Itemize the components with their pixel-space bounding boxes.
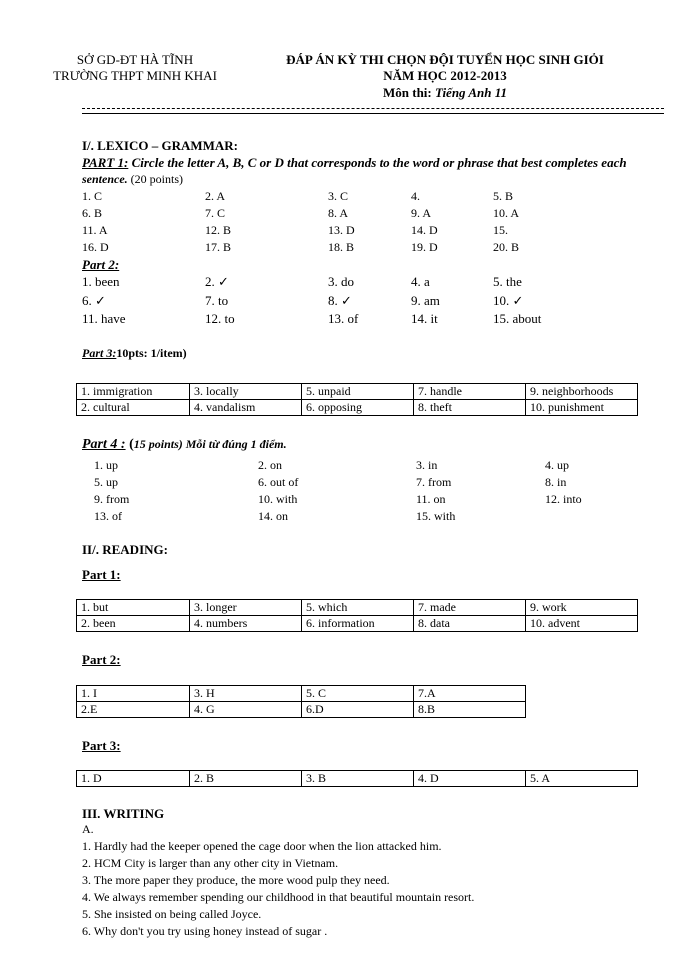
answer-item: 5. up — [94, 475, 118, 489]
part4-paren: ( — [125, 437, 134, 452]
table-row — [77, 600, 638, 616]
header-school: TRƯỜNG THPT MINH KHAI — [53, 68, 217, 83]
part1-instruction-text: Circle the letter A, B, C or D that corresponds to the word or phrase that best completes each — [128, 155, 627, 170]
answer-item: 10. A — [493, 206, 520, 220]
table-row — [77, 616, 638, 632]
header-year: NĂM HỌC 2012-2013 — [383, 68, 507, 83]
table-row — [77, 702, 526, 718]
writing-line: 4. We always remember spending our childhood in that beautiful mountain resort. — [82, 890, 475, 904]
table-cell: 9. work — [526, 600, 638, 616]
writing-line: 3. The more paper they produce, the more wood pulp they need. — [82, 873, 390, 887]
table-row — [77, 384, 638, 400]
answer-item: 4. up — [545, 458, 569, 472]
writing-line: 6. Why don't you try using honey instead of sugar . — [82, 924, 328, 938]
answer-item: 12. into — [545, 492, 582, 506]
answer-item: 3. do — [328, 274, 354, 289]
answer-item: 8. in — [545, 475, 567, 489]
writing-line: 5. She insisted on being called Joyce. — [82, 907, 262, 921]
table-row — [77, 686, 526, 702]
table-row — [77, 771, 638, 787]
table-cell: 4. vandalism — [190, 400, 302, 416]
part1-instruction-line2 — [82, 172, 183, 187]
answer-item: 15. with — [416, 509, 456, 523]
answer-item: 7. to — [205, 292, 229, 308]
answer-item: 15. — [493, 223, 508, 237]
answer-item: 15. about — [493, 311, 542, 326]
answer-item: 11. A — [82, 223, 108, 237]
answer-item: 6. out of — [258, 475, 299, 489]
part1-points: (20 points) — [127, 172, 183, 186]
table-cell: 1. immigration — [77, 384, 190, 400]
table-cell: 5. unpaid — [302, 384, 414, 400]
table-cell: 9. neighborhoods — [526, 384, 638, 400]
table-cell: 6.D — [302, 702, 414, 718]
answer-item: 1. up — [94, 458, 118, 472]
table-cell: 3. B — [302, 771, 414, 787]
table-cell: 7. handle — [414, 384, 526, 400]
answer-item: 7. C — [205, 206, 226, 220]
part1-instruction-text2: sentence. — [82, 172, 128, 186]
header-divider-dashed — [82, 108, 664, 109]
table-cell: 6. opposing — [302, 400, 414, 416]
table-cell: 2. been — [77, 616, 190, 632]
table-cell: 5. which — [302, 600, 414, 616]
part4-heading — [82, 437, 287, 453]
answer-item: 6. B — [82, 206, 103, 220]
answer-item: 2. on — [258, 458, 282, 472]
reading-part3-table — [76, 770, 638, 787]
section-lexico-title: I/. LEXICO – GRAMMAR: — [82, 138, 238, 153]
writing-sub-a: A. — [82, 822, 94, 836]
answer-item: 1. C — [82, 189, 103, 203]
reading-part3-label: Part 3: — [82, 738, 121, 753]
table-cell: 2.E — [77, 702, 190, 718]
subject-label: Môn thi: — [382, 85, 432, 100]
answer-item: 17. B — [205, 240, 232, 254]
part1-label: PART 1: — [82, 155, 129, 170]
answer-item: 9. am — [411, 292, 440, 308]
answer-item: 4. a — [411, 274, 430, 289]
answer-item: 12. to — [205, 311, 235, 326]
answer-item: 5. the — [493, 274, 522, 289]
answer-item: 14. it — [411, 311, 438, 326]
reading-part1-label: Part 1: — [82, 567, 121, 582]
answer-item: 2. A — [205, 189, 226, 203]
answer-item: 1. been — [82, 274, 120, 289]
answer-item: 10. with — [258, 492, 298, 506]
answer-item: 11. have — [82, 311, 126, 326]
answer-item: 9. from — [94, 492, 130, 506]
header-subject — [250, 85, 640, 101]
header-title: ĐÁP ÁN KỲ THI CHỌN ĐỘI TUYỂN HỌC SINH GIỎI — [286, 52, 604, 67]
table-cell: 4. G — [190, 702, 302, 718]
table-cell: 7.A — [414, 686, 526, 702]
table-cell: 6. information — [302, 616, 414, 632]
answer-item: 16. D — [82, 240, 109, 254]
answer-item: 7. from — [416, 475, 452, 489]
table-cell: 4. D — [414, 771, 526, 787]
table-cell: 2. cultural — [77, 400, 190, 416]
table-cell: 3. H — [190, 686, 302, 702]
table-cell: 10. advent — [526, 616, 638, 632]
part4-points: 15 points) Mỗi từ đúng 1 điểm. — [133, 437, 287, 451]
table-cell: 1. D — [77, 771, 190, 787]
answer-item: 6. ✓ — [82, 292, 106, 308]
table-cell: 2. B — [190, 771, 302, 787]
answer-item: 11. on — [416, 492, 446, 506]
part1-instruction — [82, 155, 627, 171]
answer-item: 19. D — [411, 240, 438, 254]
table-cell: 5. A — [526, 771, 638, 787]
subject-name: Tiếng Anh 11 — [434, 85, 507, 100]
answer-item: 14. on — [258, 509, 288, 523]
answer-item: 9. A — [411, 206, 432, 220]
answer-item: 8. A — [328, 206, 349, 220]
table-cell: 5. C — [302, 686, 414, 702]
table-cell: 7. made — [414, 600, 526, 616]
table-cell: 8. data — [414, 616, 526, 632]
section-writing-title: III. WRITING — [82, 806, 165, 821]
answer-item: 13. D — [328, 223, 355, 237]
answer-item: 10. ✓ — [493, 292, 524, 308]
part3-label: Part 3: — [82, 346, 117, 360]
part4-label: Part 4 : — [82, 437, 126, 452]
table-cell: 8.B — [414, 702, 526, 718]
writing-line: 2. HCM City is larger than any other city in Vietnam. — [82, 856, 339, 870]
part3-heading — [82, 346, 187, 361]
answer-item: 4. — [411, 189, 420, 203]
answer-item: 5. B — [493, 189, 514, 203]
part3-answer-table — [76, 383, 638, 416]
answer-item: 14. D — [411, 223, 438, 237]
table-cell: 4. numbers — [190, 616, 302, 632]
answer-item: 8. ✓ — [328, 292, 352, 308]
header-dept: SỞ GD-ĐT HÀ TĨNH — [76, 52, 194, 67]
answer-item: 3. in — [416, 458, 438, 472]
reading-part1-table — [76, 599, 638, 632]
writing-line: 1. Hardly had the keeper opened the cage door when the lion attacked him. — [82, 839, 442, 853]
table-cell: 3. longer — [190, 600, 302, 616]
table-cell: 3. locally — [190, 384, 302, 400]
section-reading-title: II/. READING: — [82, 542, 168, 557]
answer-item: 13. of — [328, 311, 359, 326]
answer-item: 2. ✓ — [205, 274, 229, 289]
table-cell: 8. theft — [414, 400, 526, 416]
table-cell: 10. punishment — [526, 400, 638, 416]
header-divider-solid — [82, 113, 664, 114]
answer-item: 12. B — [205, 223, 232, 237]
table-row — [77, 400, 638, 416]
answer-item: 13. of — [94, 509, 122, 523]
table-cell: 1. but — [77, 600, 190, 616]
answer-item: 3. C — [328, 189, 349, 203]
table-cell: 1. I — [77, 686, 190, 702]
part3-points: 10pts: 1/item) — [116, 346, 187, 360]
part2-label: Part 2: — [82, 257, 120, 272]
answer-item: 20. B — [493, 240, 520, 254]
reading-part2-label: Part 2: — [82, 652, 121, 667]
reading-part2-table — [76, 685, 526, 718]
answer-item: 18. B — [328, 240, 355, 254]
